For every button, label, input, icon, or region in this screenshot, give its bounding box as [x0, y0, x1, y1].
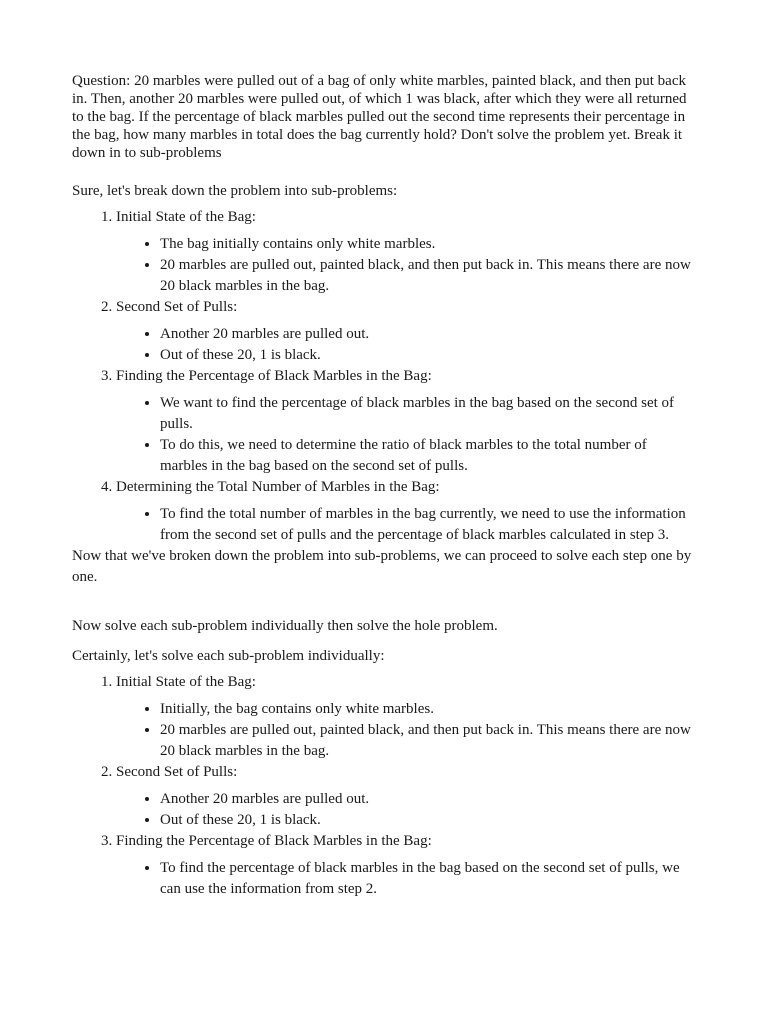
answer1-step-list	[72, 207, 696, 546]
answer2-intro: Certainly, let's solve each sub-problem individually:	[72, 648, 385, 664]
answer1-step	[116, 366, 696, 477]
bullet-item: • 20 marbles are pulled out, painted black, and then put back in. This means there are now 20 black marbles in the bag.	[160, 720, 696, 762]
followup-prompt: Now solve each sub-problem individually then solve the hole problem.	[72, 618, 498, 634]
answer2-step	[116, 672, 696, 762]
step-title: 1. Initial State of the Bag:	[116, 674, 256, 690]
bullet-item: • To do this, we need to determine the ratio of black marbles to the total number of marbles in the bag based on the second set of pulls.	[160, 435, 696, 477]
bullet-list	[116, 324, 696, 366]
answer1-step	[116, 297, 696, 366]
step-title: 2. Second Set of Pulls:	[116, 299, 238, 315]
bullet-list	[116, 234, 696, 297]
bullet-list	[116, 858, 696, 900]
bullet-list	[116, 789, 696, 831]
question-paragraph: Question: 20 marbles were pulled out of a bag of only white marbles, painted black, and then put back in. Then, another 20 marbles were pulled out, of which 1 was black, after which they were all returned to the bag. If the percentage of black marbles pulled out the second time represents their percentage in the bag, how many marbles in total does the bag currently hold? Don't solve the problem yet. Break it down in to sub-problems	[72, 73, 687, 161]
answer2-step	[116, 831, 696, 900]
bullet-item: • The bag initially contains only white marbles.	[160, 234, 696, 255]
answer1-intro: Sure, let's break down the problem into sub-problems:	[72, 183, 398, 199]
step-title: 2. Second Set of Pulls:	[116, 764, 238, 780]
document-page	[72, 72, 696, 900]
answer1-step	[116, 207, 696, 297]
answer2-step	[116, 762, 696, 831]
bullet-item: • Another 20 marbles are pulled out.	[160, 324, 696, 345]
bullet-item: • Out of these 20, 1 is black.	[160, 810, 696, 831]
step-title: 3. Finding the Percentage of Black Marbles in the Bag:	[116, 368, 432, 384]
step-title: 1. Initial State of the Bag:	[116, 209, 256, 225]
bullet-item: • We want to find the percentage of black marbles in the bag based on the second set of pulls.	[160, 393, 696, 435]
answer1-step	[116, 477, 696, 546]
answer1-closing: Now that we've broken down the problem into sub-problems, we can proceed to solve each step one by one.	[72, 548, 692, 585]
answer2-step-list	[72, 672, 696, 900]
bullet-item: • Out of these 20, 1 is black.	[160, 345, 696, 366]
bullet-item: • Another 20 marbles are pulled out.	[160, 789, 696, 810]
bullet-list	[116, 699, 696, 762]
bullet-item: • To find the total number of marbles in the bag currently, we need to use the information from the second set of pulls and the percentage of black marbles calculated in step 3.	[160, 504, 696, 546]
bullet-list	[116, 504, 696, 546]
bullet-item: • 20 marbles are pulled out, painted black, and then put back in. This means there are now 20 black marbles in the bag.	[160, 255, 696, 297]
step-title: 3. Finding the Percentage of Black Marbles in the Bag:	[116, 833, 432, 849]
bullet-item: • To find the percentage of black marbles in the bag based on the second set of pulls, we can use the information from step 2.	[160, 858, 696, 900]
bullet-item: • Initially, the bag contains only white marbles.	[160, 699, 696, 720]
step-title: 4. Determining the Total Number of Marbles in the Bag:	[116, 479, 440, 495]
bullet-list	[116, 393, 696, 477]
